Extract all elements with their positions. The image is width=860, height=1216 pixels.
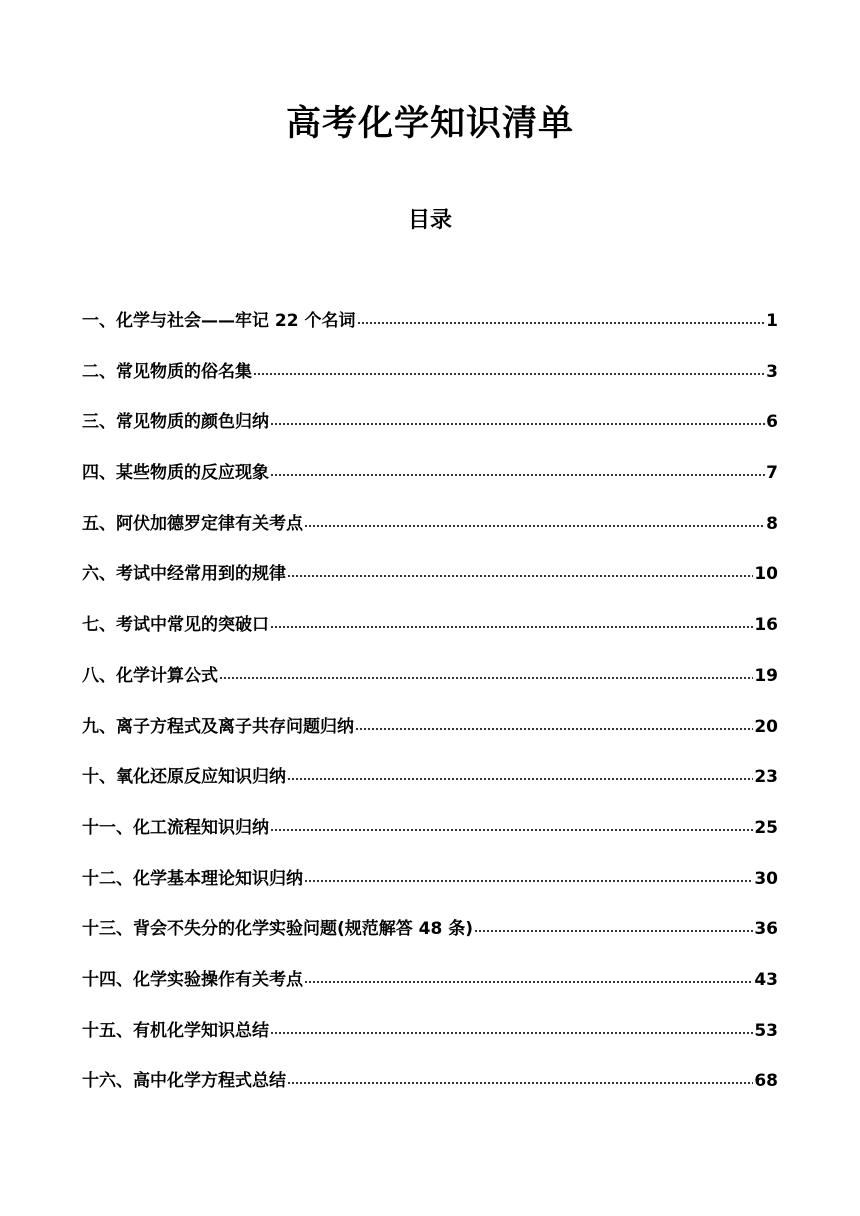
toc-entry[interactable] <box>82 965 778 1016</box>
toc-entry-label: 一、化学与社会——牢记 22 个名词 <box>82 311 356 331</box>
dot-leader <box>357 322 766 324</box>
dot-leader <box>219 677 753 679</box>
toc-entry-page: 25 <box>754 817 778 838</box>
toc-entry[interactable] <box>82 610 778 661</box>
dot-leader <box>270 626 753 628</box>
toc-entry-label: 二、常见物质的俗名集 <box>82 361 252 382</box>
dot-leader <box>355 728 753 730</box>
toc-entry-label: 十六、高中化学方程式总结 <box>82 1071 286 1092</box>
table-of-contents <box>82 306 778 1117</box>
dot-leader <box>270 1032 753 1034</box>
dot-leader <box>270 474 765 476</box>
toc-entry-label: 八、化学计算公式 <box>82 665 218 686</box>
dot-leader <box>253 373 765 375</box>
document-title: 高考化学知识清单 <box>285 104 574 144</box>
toc-entry-page: 3 <box>766 361 778 382</box>
toc-entry-page: 30 <box>754 868 778 889</box>
toc-entry-label: 十五、有机化学知识总结 <box>82 1020 269 1041</box>
toc-entry-label: 十一、化工流程知识归纳 <box>82 817 269 838</box>
toc-entry-page: 20 <box>754 716 778 737</box>
toc-entry-label: 十二、化学基本理论知识归纳 <box>82 868 303 889</box>
dot-leader <box>270 423 765 425</box>
toc-entry-label: 十、氧化还原反应知识归纳 <box>82 767 286 788</box>
toc-entry-page: 6 <box>766 412 778 433</box>
dot-leader <box>270 829 753 831</box>
toc-entry-page: 16 <box>754 615 778 636</box>
dot-leader <box>304 981 753 983</box>
toc-entry[interactable] <box>82 762 778 813</box>
toc-entry-label: 十三、背会不失分的化学实验问题(规范解答 48 条) <box>82 919 474 940</box>
toc-entry-label: 六、考试中经常用到的规律 <box>82 564 286 585</box>
toc-entry-page: 36 <box>754 919 778 940</box>
toc-heading: 目录 <box>407 208 452 233</box>
toc-entry-label: 九、离子方程式及离子共存问题归纳 <box>82 716 354 737</box>
toc-entry-label: 四、某些物质的反应现象 <box>82 463 269 484</box>
toc-entry[interactable] <box>82 407 778 458</box>
toc-entry-page: 43 <box>754 969 778 990</box>
dot-leader <box>304 525 765 527</box>
toc-entry-page: 19 <box>754 665 778 686</box>
toc-entry[interactable] <box>82 458 778 509</box>
dot-leader <box>474 930 753 932</box>
toc-entry[interactable] <box>82 306 778 357</box>
dot-leader <box>287 1082 753 1084</box>
toc-entry[interactable] <box>82 813 778 864</box>
toc-entry-page: 8 <box>766 513 778 534</box>
toc-entry-page: 68 <box>754 1071 778 1092</box>
toc-entry-label: 五、阿伏加德罗定律有关考点 <box>82 513 303 534</box>
toc-entry-label: 三、常见物质的颜色归纳 <box>82 412 269 433</box>
toc-entry[interactable] <box>82 357 778 408</box>
toc-entry[interactable] <box>82 661 778 712</box>
toc-entry-page: 7 <box>766 463 778 484</box>
toc-entry-page: 1 <box>766 311 778 331</box>
toc-entry-label: 十四、化学实验操作有关考点 <box>82 969 303 990</box>
toc-entry[interactable] <box>82 559 778 610</box>
toc-entry[interactable] <box>82 914 778 965</box>
toc-entry-page: 10 <box>754 564 778 585</box>
dot-leader <box>304 880 753 882</box>
toc-entry[interactable] <box>82 1066 778 1117</box>
dot-leader <box>287 778 753 780</box>
toc-entry-page: 53 <box>754 1020 778 1041</box>
dot-leader <box>287 575 753 577</box>
toc-entry-page: 23 <box>754 767 778 788</box>
toc-entry[interactable] <box>82 1016 778 1067</box>
toc-entry[interactable] <box>82 509 778 560</box>
toc-entry[interactable] <box>82 712 778 763</box>
toc-entry[interactable] <box>82 864 778 915</box>
toc-entry-label: 七、考试中常见的突破口 <box>82 615 269 636</box>
